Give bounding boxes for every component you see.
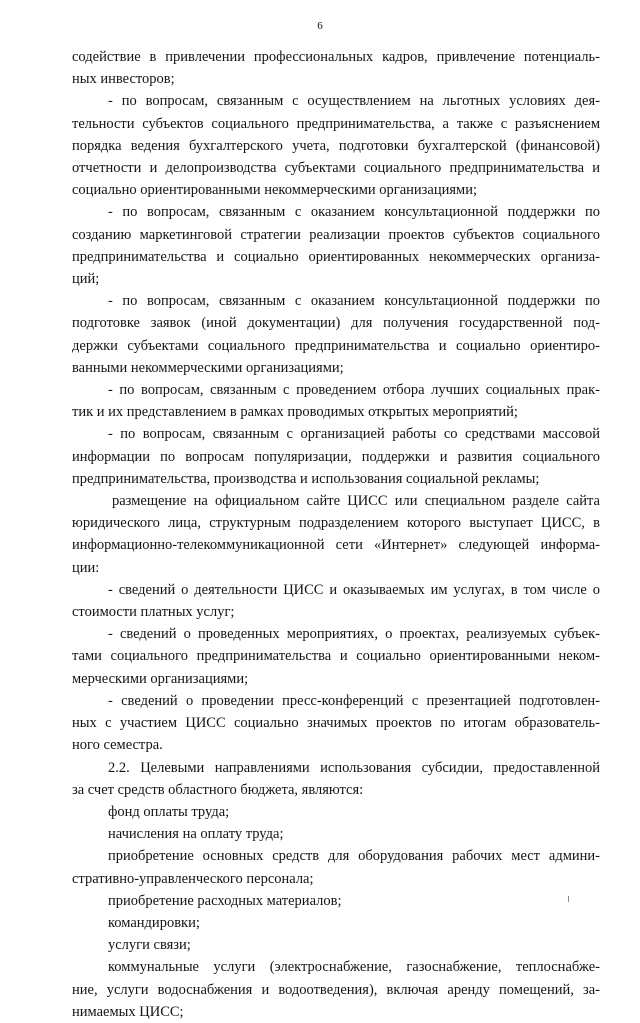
text-line: 2.2. Целевыми направлениями использования субсидии, предоставленной	[108, 759, 600, 776]
text-line: ние, услуги водоснабжения и водоотведения), включая аренду помещений, за-	[72, 981, 600, 998]
text-line: предпринимательства и социально ориентированных некоммерческих организа-	[72, 248, 600, 265]
text-line: - по вопросам, связанным с оказанием консультационной поддержки по	[108, 204, 600, 221]
text-line: созданию маркетинговой стратегии реализации проектов субъектов социального	[72, 226, 600, 243]
text-line: стративно-управленческого персонала;	[72, 870, 314, 887]
text-line: размещение на официальном сайте ЦИСС или специальном разделе сайта	[112, 493, 600, 510]
text-line: начисления на оплату труда;	[108, 826, 284, 843]
text-line: информационно-телекоммуникационной сети «Интернет» следующей информа-	[72, 537, 600, 554]
text-line: командировки;	[108, 914, 200, 931]
text-line: подготовке заявок (иной документации) для получения государственной под-	[72, 315, 600, 332]
text-line: ных с участием ЦИСС социально значимых проектов по итогам образователь-	[72, 715, 600, 732]
text-line: отчетности и делопроизводства субъектами социального предпринимательства и	[72, 160, 600, 177]
text-line: приобретение основных средств для оборудования рабочих мест админи-	[108, 848, 600, 865]
text-line: фонд оплаты труда;	[108, 803, 230, 820]
text-line: ванными некоммерческими организациями;	[72, 359, 344, 376]
text-line: порядка ведения бухгалтерского учета, подготовки бухгалтерской (финансовой)	[72, 137, 600, 154]
text-line: - по вопросам, связанным с оказанием консультационной поддержки по	[108, 293, 600, 310]
scan-artifact-mark	[568, 896, 569, 902]
text-line: - сведений о деятельности ЦИСС и оказываемых им услугах, в том числе о	[108, 581, 600, 598]
text-line: стоимости платных услуг;	[72, 604, 235, 621]
text-line: приобретение расходных материалов;	[108, 892, 342, 909]
text-line: держки субъектами социального предпринимательства и социально ориентиро-	[72, 337, 600, 354]
page-number: 6	[317, 20, 323, 32]
text-line: коммунальные услуги (электроснабжение, газоснабжение, теплоснабже-	[108, 959, 600, 976]
text-line: - по вопросам, связанным с организацией работы со средствами массовой	[108, 426, 600, 443]
text-line: - по вопросам, связанным с проведением отбора лучших социальных прак-	[108, 382, 600, 399]
text-line: - по вопросам, связанным с осуществлением на льготных условиях дея-	[108, 93, 600, 110]
text-line: тами социального предпринимательства и социально ориентированными неком-	[72, 648, 600, 665]
text-line: - сведений о проведении пресс-конференций с презентацией подготовлен-	[108, 692, 600, 709]
text-line: - сведений о проведенных мероприятиях, о проектах, реализуемых субъек-	[108, 626, 600, 643]
text-line: ций;	[72, 271, 100, 288]
text-line: ного семестра.	[72, 737, 163, 754]
text-line: услуги связи;	[108, 937, 191, 954]
text-line: ных инвесторов;	[72, 71, 175, 88]
text-line: предпринимательства, производства и использования социальной рекламы;	[72, 470, 540, 487]
text-line: содействие в привлечении профессиональных кадров, привлечение потенциаль-	[72, 49, 600, 65]
text-line: социально ориентированными некоммерческими организациями;	[72, 182, 477, 199]
document-body	[72, 46, 600, 1023]
text-line: мерческими организациями;	[72, 670, 249, 687]
text-line: тельности субъектов социального предпринимательства, а также с разъяснением	[72, 115, 600, 132]
text-line: за счет средств областного бюджета, являются:	[72, 781, 364, 798]
text-line: тик и их представлением в рамках проводимых открытых мероприятий;	[72, 404, 518, 421]
text-line: информации по вопросам популяризации, поддержки и развития социального	[72, 448, 600, 465]
text-line: ции:	[72, 559, 100, 576]
text-line: юридического лица, структурным подразделением которого выступает ЦИСС, в	[72, 515, 600, 532]
text-line: нимаемых ЦИСС;	[72, 1003, 184, 1020]
